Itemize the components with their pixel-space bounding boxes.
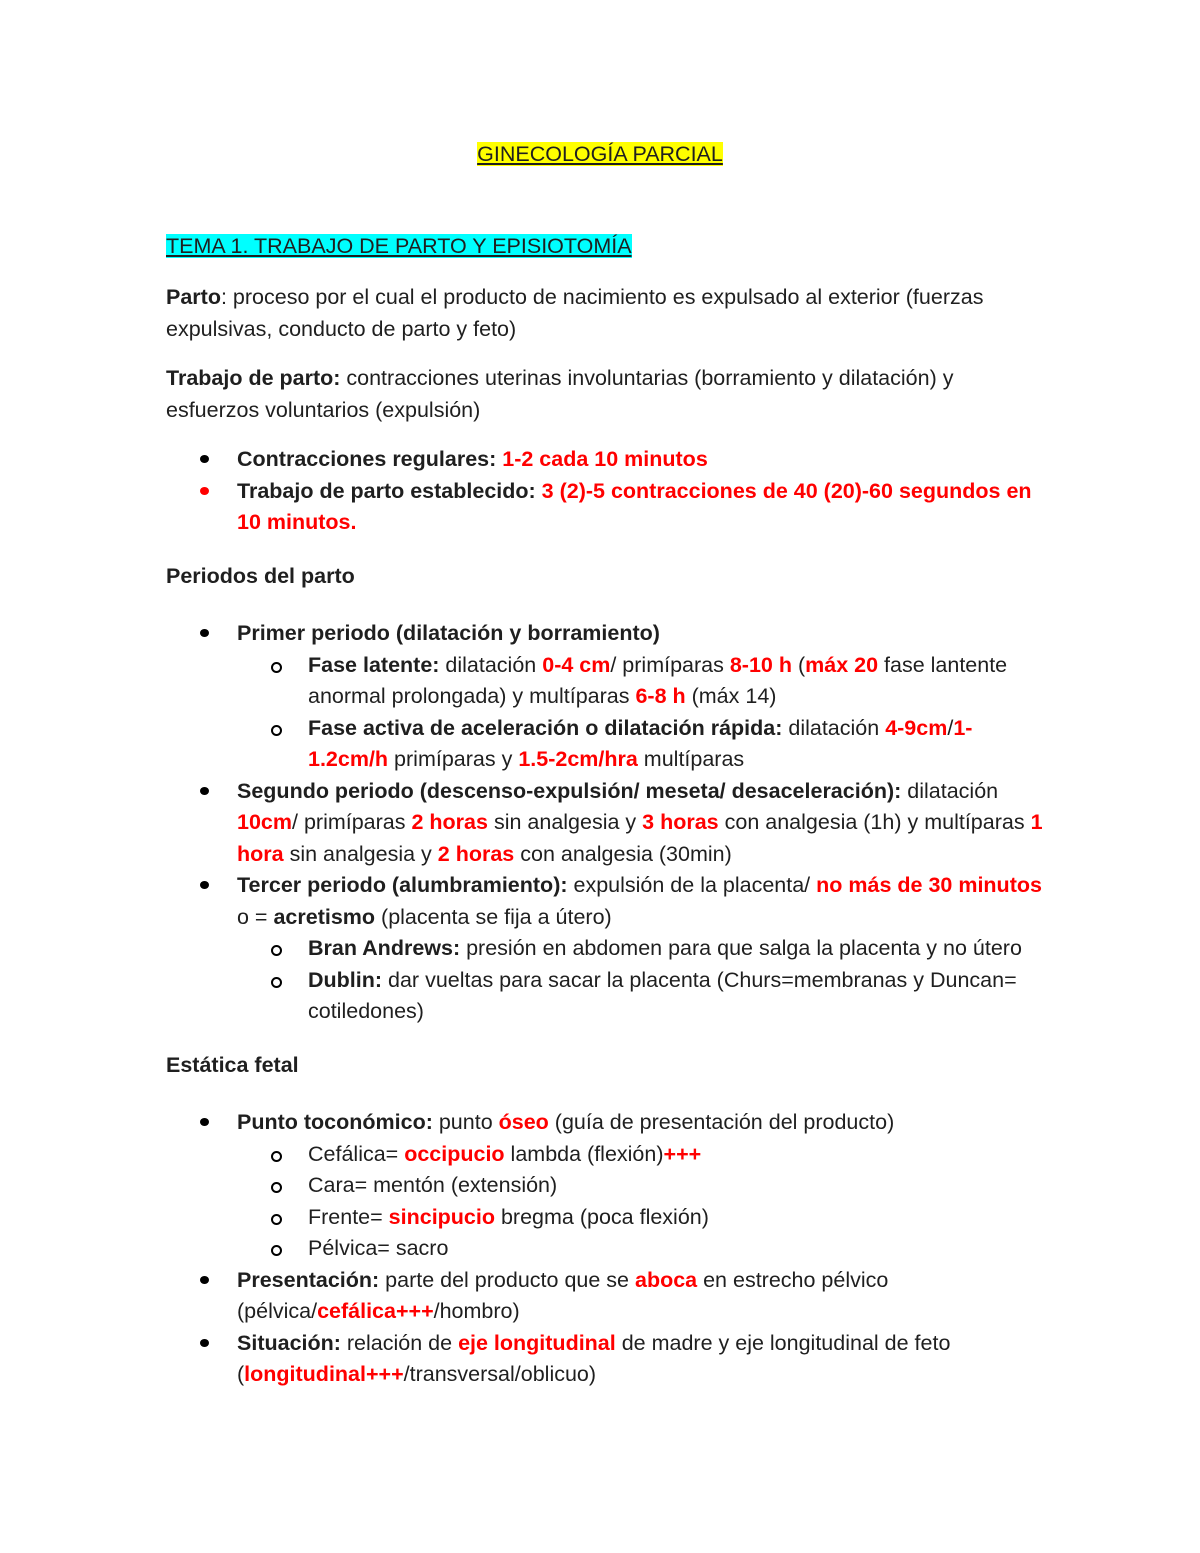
list-item: Punto toconómico: punto óseo (guía de presentación del producto) Cefálica= occipucio lambda (flexión)+++ Cara= mentón (extensión) Frente= sincipucio bregma (poca flexión) Pélvica= sacro xyxy=(166,1107,1046,1265)
list-item: Situación: relación de eje longitudinal de madre y eje longitudinal de feto (longitudinal+++/transversal/oblicuo) xyxy=(166,1328,1046,1391)
trabajo-definition: Trabajo de parto: contracciones uterinas involuntarias (borramiento y dilatación) y esfuerzos voluntarios (expulsión) xyxy=(166,366,954,422)
periodos-heading: Periodos del parto xyxy=(166,563,355,588)
bullet-circle-icon xyxy=(271,1214,282,1225)
document-title xyxy=(0,139,1200,169)
primer-sublist xyxy=(237,650,1046,776)
list-item: Primer periodo (dilatación y borramiento) Fase latente: dilatación 0-4 cm/ primíparas 8-10 h (máx 20 fase lantente anormal prolongada) y multíparas 6-8 h (máx 14) Fase activa de aceleración o dilatación rápida: dilatación 4-9cm/1-1.2cm/h primíparas y 1.5-2cm/hra multíparas xyxy=(166,618,1046,776)
list-item: Pélvica= sacro xyxy=(237,1233,1046,1265)
tema1-heading: TEMA 1. TRABAJO DE PARTO Y EPISIOTOMÍA xyxy=(166,234,632,258)
bullet-circle-icon xyxy=(271,977,282,988)
list-item: Bran Andrews: presión en abdomen para que salga la placenta y no útero xyxy=(237,933,1046,965)
bullet-circle-icon xyxy=(271,1151,282,1162)
bullet-circle-icon xyxy=(271,1182,282,1193)
document-body xyxy=(166,230,1046,1413)
parto-definition: Parto: proceso por el cual el producto de nacimiento es expulsado al exterior (fuerzas expulsivas, conducto de parto y feto) xyxy=(166,285,984,341)
bullet-dot-icon xyxy=(200,787,209,795)
periodos-list xyxy=(166,618,1046,1028)
list-item: Fase activa de aceleración o dilatación rápida: dilatación 4-9cm/1-1.2cm/h primíparas y 1.5-2cm/hra multíparas xyxy=(237,713,1046,776)
list-item: Cefálica= occipucio lambda (flexión)+++ xyxy=(237,1139,1046,1171)
bullet-dot-icon xyxy=(200,629,209,637)
contracciones-list xyxy=(166,444,1046,539)
bullet-circle-icon xyxy=(271,1245,282,1256)
list-item: Tercer periodo (alumbramiento): expulsión de la placenta/ no más de 30 minutos o = acretismo (placenta se fija a útero) Bran Andrews: presión en abdomen para que salga la placenta y no útero Dublin: dar vueltas para sacar la placenta (Churs=membranas y Duncan= cotiledones) xyxy=(166,870,1046,1028)
list-item: Segundo periodo (descenso-expulsión/ meseta/ desaceleración): dilatación 10cm/ primíparas 2 horas sin analgesia y 3 horas con analgesia (1h) y multíparas 1 hora sin analgesia y 2 horas con analgesia (30min) xyxy=(166,776,1046,871)
list-item: Trabajo de parto establecido: 3 (2)-5 contracciones de 40 (20)-60 segundos en 10 minutos. xyxy=(166,476,1046,539)
bullet-dot-icon xyxy=(200,1276,209,1284)
bullet-circle-icon xyxy=(271,662,282,673)
bullet-circle-icon xyxy=(271,945,282,956)
bullet-dot-icon xyxy=(200,1339,209,1347)
list-item: Fase latente: dilatación 0-4 cm/ primíparas 8-10 h (máx 20 fase lantente anormal prolongada) y multíparas 6-8 h (máx 14) xyxy=(237,650,1046,713)
bullet-dot-icon xyxy=(200,881,209,889)
punto-sublist xyxy=(237,1139,1046,1265)
title-text: GINECOLOGÍA PARCIAL xyxy=(477,142,723,166)
list-item: Frente= sincipucio bregma (poca flexión) xyxy=(237,1202,1046,1234)
bullet-dot-icon xyxy=(200,1118,209,1126)
bullet-dot-red-icon xyxy=(200,487,209,495)
list-item: Dublin: dar vueltas para sacar la placenta (Churs=membranas y Duncan= cotiledones) xyxy=(237,965,1046,1028)
estatica-list xyxy=(166,1107,1046,1391)
tercer-sublist xyxy=(237,933,1046,1028)
estatica-heading: Estática fetal xyxy=(166,1052,299,1077)
bullet-dot-icon xyxy=(200,455,209,463)
list-item: Presentación: parte del producto que se aboca en estrecho pélvico (pélvica/cefálica+++/hombro) xyxy=(166,1265,1046,1328)
list-item: Contracciones regulares: 1-2 cada 10 minutos xyxy=(166,444,1046,476)
bullet-circle-icon xyxy=(271,725,282,736)
list-item: Cara= mentón (extensión) xyxy=(237,1170,1046,1202)
